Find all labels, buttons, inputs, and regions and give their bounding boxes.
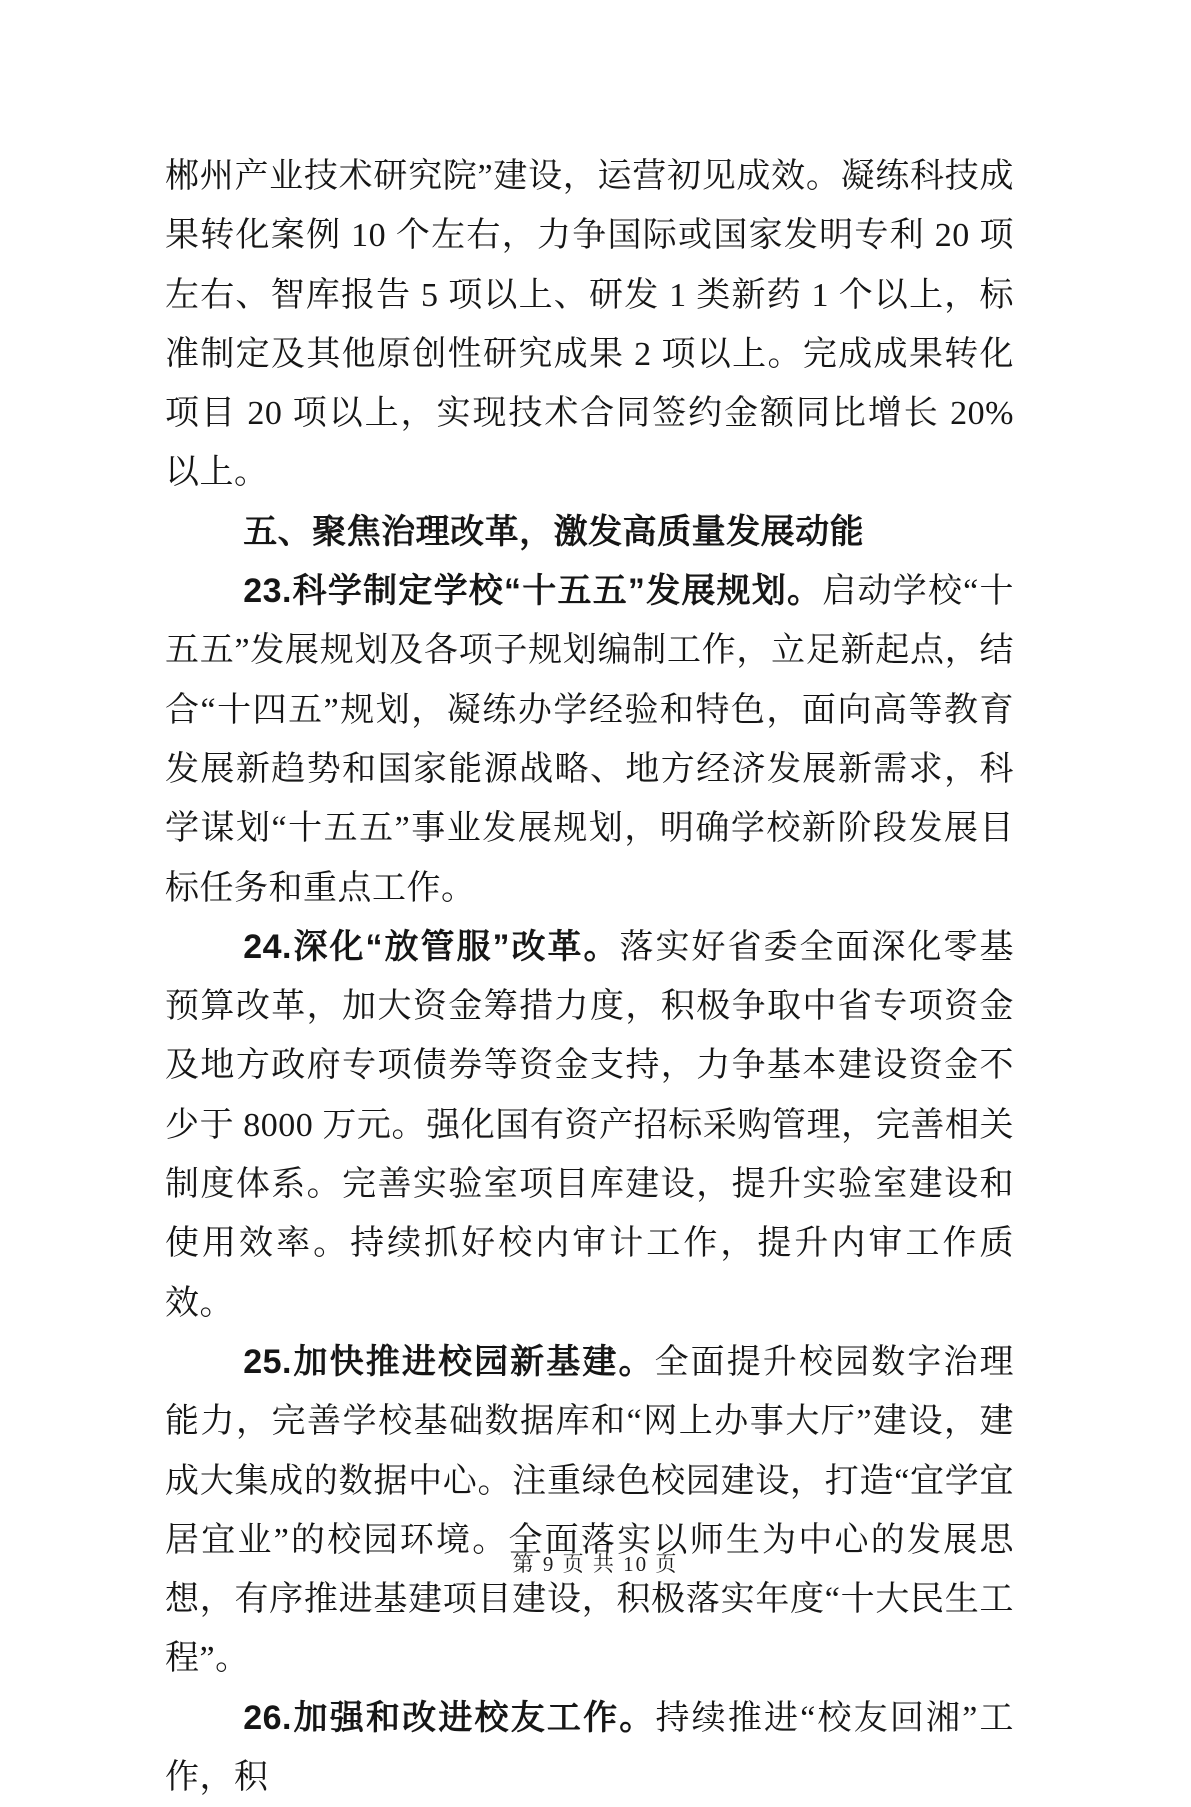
item-paragraph-26: [165, 1689, 1014, 1807]
item-24-text: 落实好省委全面深化零基预算改革，加大资金筹措力度，积极争取中省专项资金及地方政府专项债券等资金支持，力争基本建设资金不少于 8000 万元。强化国有资产招标采购管理，完善相关制度体系。完善实验室项目库建设，提升实验室建设和使用效率。持续抓好校内审计工作，提升内审工作质效。: [165, 928, 1015, 1322]
item-23-text: 启动学校“十五五”发展规划及各项子规划编制工作，立足新起点，结合“十四五”规划，凝练办学经验和特色，面向高等教育发展新趋势和国家能源战略、地方经济发展新需求，科学谋划“十五五”事业发展规划，明确学校新阶段发展目标任务和重点工作。: [165, 573, 1014, 907]
item-26-lead: 26.加强和改进校友工作。: [243, 1698, 656, 1737]
item-26-text: 持续推进“校友回湘”工作，积: [165, 1699, 1015, 1797]
item-paragraph-25: [165, 1333, 1014, 1689]
item-24-lead: 24.深化“放管服”改革。: [243, 927, 620, 966]
item-paragraph-23: [165, 562, 1014, 918]
item-23-lead: 23.科学制定学校“十五五”发展规划。: [243, 572, 823, 611]
paragraph-continuation: 郴州产业技术研究院”建设，运营初见成效。凝练科技成果转化案例 10 个左右，力争国际或国家发明专利 20 项左右、智库报告 5 项以上、研发 1 类新药 1 个以上，标准制定及其他原创性研究成果 2 项以上。完成成果转化项目 20 项以上，实现技术合同签约金额同比增长 20%以上。: [165, 158, 1014, 492]
item-25-text: 全面提升校园数字治理能力，完善学校基础数据库和“网上办事大厅”建设，建成大集成的数据中心。注重绿色校园建设，打造“宜学宜居宜业”的校园环境。全面落实以师生为中心的发展思想，有序推进基建项目建设，积极落实年度“十大民生工程”。: [165, 1343, 1014, 1678]
page-number-label: 第 9 页 共 10 页: [512, 1552, 679, 1576]
item-paragraph-24: [165, 918, 1014, 1333]
section-heading: 五、聚焦治理改革，激发高质量发展动能: [243, 512, 865, 551]
page-footer: [0, 1549, 1191, 1579]
item-25-lead: 25.加快推进校园新基建。: [243, 1342, 655, 1381]
